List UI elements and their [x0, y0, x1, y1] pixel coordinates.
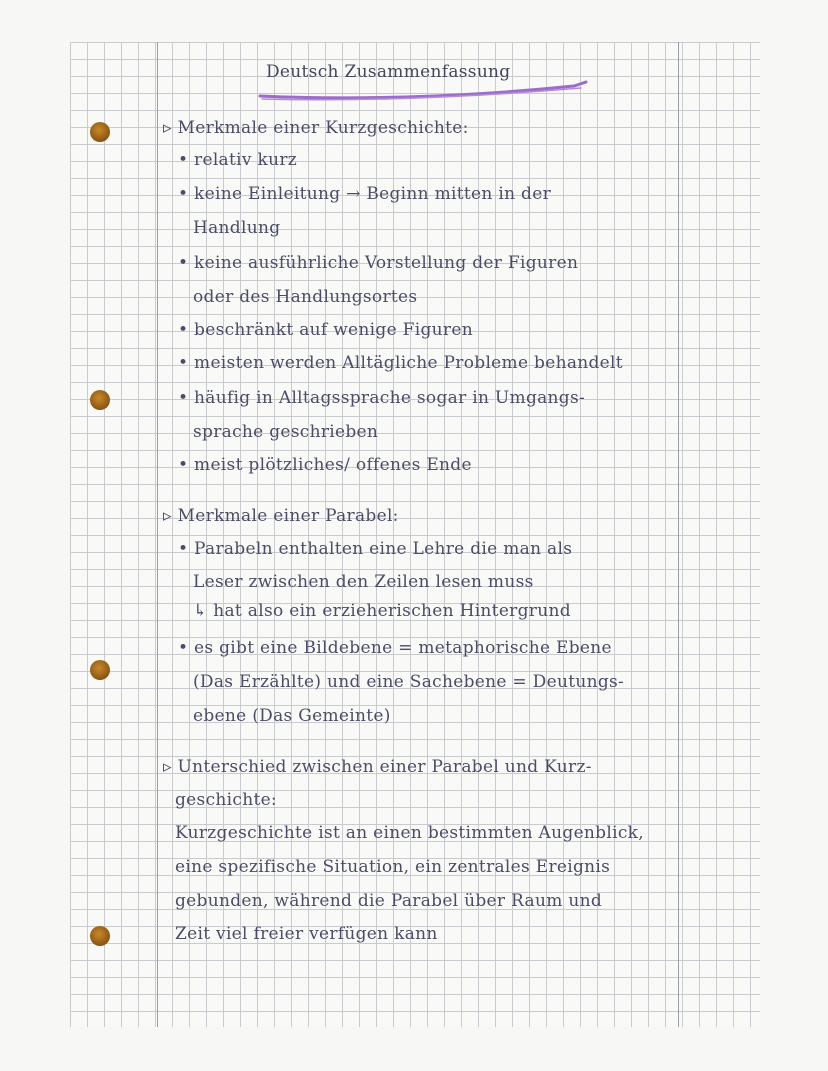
list-item: • Parabeln enthalten eine Lehre die man als	[178, 539, 573, 559]
triangle-bullet-icon: ▹	[163, 506, 178, 526]
list-item: ebene (Das Gemeinte)	[193, 706, 391, 726]
list-item: • relativ kurz	[178, 150, 297, 170]
list-item: oder des Handlungsortes	[193, 287, 418, 307]
section-heading-continuation: geschichte:	[175, 790, 277, 810]
list-item: ↳ hat also ein erzieherischen Hintergrund	[193, 601, 571, 621]
title-highlight-underline	[256, 74, 596, 104]
section-heading: ▹ Merkmale einer Parabel:	[163, 506, 399, 526]
list-item: • beschränkt auf wenige Figuren	[178, 320, 473, 340]
list-item: • häufig in Alltagssprache sogar in Umgangs-	[178, 388, 586, 408]
section-heading: ▹ Unterschied zwischen einer Parabel und Kurz-	[163, 757, 592, 777]
paragraph-line: eine spezifische Situation, ein zentrales Ereignis	[175, 857, 611, 877]
section-heading: ▹ Merkmale einer Kurzgeschichte:	[163, 118, 469, 138]
triangle-bullet-icon: ▹	[163, 757, 178, 777]
list-item: Leser zwischen den Zeilen lesen muss	[193, 572, 534, 592]
triangle-bullet-icon: ▹	[163, 118, 178, 138]
paragraph-line: gebunden, während die Parabel über Raum und	[175, 891, 603, 911]
paragraph-line: Zeit viel freier verfügen kann	[175, 924, 438, 944]
list-item: sprache geschrieben	[193, 422, 379, 442]
list-item: • keine Einleitung → Beginn mitten in der	[178, 184, 552, 204]
list-item: (Das Erzählte) und eine Sachebene = Deutungs-	[193, 672, 625, 692]
paragraph-line: Kurzgeschichte ist an einen bestimmten Augenblick,	[175, 823, 644, 843]
list-item: Handlung	[193, 218, 281, 238]
page-title: Deutsch Zusammenfassung	[266, 62, 511, 82]
list-item: • es gibt eine Bildebene = metaphorische Ebene	[178, 638, 612, 658]
list-item: • keine ausführliche Vorstellung der Figuren	[178, 253, 579, 273]
list-item: • meist plötzliches/ offenes Ende	[178, 455, 472, 475]
list-item: • meisten werden Alltägliche Probleme behandelt	[178, 353, 623, 373]
